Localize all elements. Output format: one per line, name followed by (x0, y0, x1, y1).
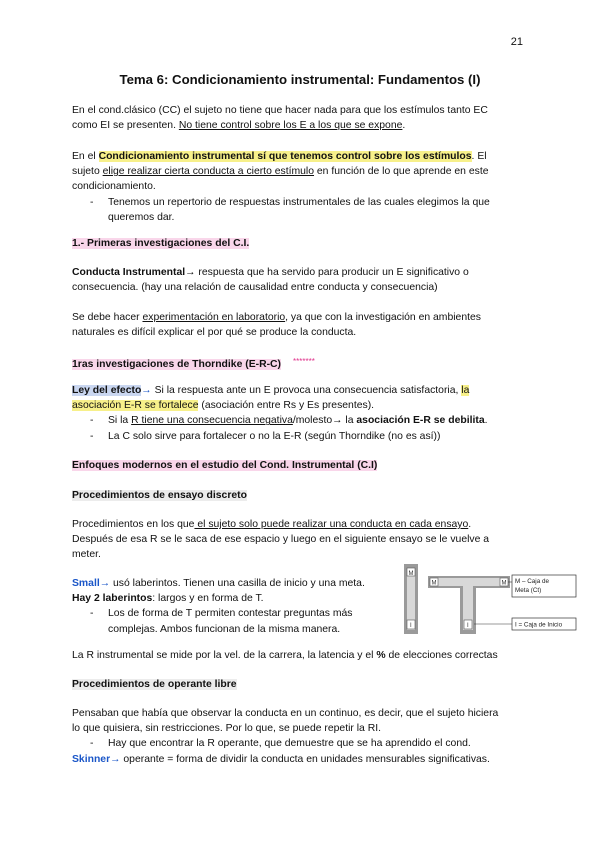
experimentacion-paragraph: Se debe hacer experimentación en laboratorio, ya que con la investigación en ambientes naturales es difícil explicar el por qué se produce la conducta. (72, 312, 481, 339)
ci-paragraph: En el Condicionamiento instrumental sí que tenemos control sobre los estímulos. El sujeto elige realizar cierta conducta a cierto estímulo en función de lo que aprende en este condicionamiento. - Tenemos un repertorio de respuestas instrumentales de las cuales elegimos la que queremos dar. (72, 149, 532, 225)
operante-libre-paragraph: Pensaban que había que observar la conducta en un continuo, es decir, que el sujeto hiciera lo que quisiera, sin restricciones. Por lo que, se puede repetir la RI. - Hay que encontrar la R operante, que demuestre que se ha aprendido el cond. Skinner→ operante = forma de dividir la conducta en unidades mensurables significativas. (72, 706, 542, 767)
conducta-paragraph: Conducta Instrumental→ respuesta que ha servido para producir un E significativo o consecuencia. (hay una relación de causalidad entre conducta y consecuencia) (72, 267, 469, 294)
page-number: 21 (510, 36, 523, 48)
stars-mark: ******* (293, 357, 315, 366)
list-item: - Si la R tiene una consecuencia negativa/molesto→ la asociación E-R se debilita. (72, 413, 532, 428)
list-item: - La C solo sirve para fortalecer o no la E-R (según Thorndike (no es así)) (72, 429, 532, 444)
intro-paragraph: En el cond.clásico (CC) el sujeto no tiene que hacer nada para que los estímulos tanto EC como EI se presenten. No tiene control sobre los E a los que se expone. (72, 105, 488, 132)
section-heading-4: Procedimientos de ensayo discreto (72, 490, 247, 501)
medida-paragraph: La R instrumental se mide por la vel. de la carrera, la latencia y el % de elecciones correctas (72, 650, 498, 661)
svg-text:M: M (408, 571, 414, 577)
list-item: - Los de forma de T permiten contestar preguntas más complejas. Ambos funcionan de la misma manera. (72, 606, 397, 636)
svg-text:I: I (467, 623, 469, 629)
section-heading-5: Procedimientos de operante libre (72, 679, 237, 690)
section-heading-3: Enfoques modernos en el estudio del Cond. Instrumental (C.I) (72, 460, 378, 471)
section-heading-1: 1.- Primeras investigaciones del C.I. (72, 238, 250, 249)
ensayo-discreto-paragraph: Procedimientos en los que el sujeto solo puede realizar una conducta en cada ensayo. Después de esa R se le saca de ese espacio y luego en el siguiente ensayo se le vuelve a meter. (72, 519, 490, 561)
ley-efecto-paragraph: Ley del efecto→ Si la respuesta ante un E provoca una consecuencia satisfactoria, la asociación E-R se fortalece (asociación entre Rs y Es presentes). - Si la R tiene una consecuencia negativa/molesto→ la asociación E-R se debilita. - La C solo sirve para fortalecer o no la E-R (según Thorndike (no es así)) (72, 383, 532, 444)
svg-text:I = Caja de Inicio: I = Caja de Inicio (515, 621, 563, 629)
maze-figure (402, 562, 578, 636)
svg-text:Meta (Ct): Meta (Ct) (515, 587, 542, 594)
svg-text:M: M (501, 580, 507, 587)
list-item: - Tenemos un repertorio de respuestas instrumentales de las cuales elegimos la que queremos dar. (72, 195, 532, 225)
small-paragraph: Small→ usó laberintos. Tienen una casilla de inicio y una meta. Hay 2 laberintos: largos y en forma de T. - Los de forma de T permiten contestar preguntas más complejas. Ambos funcionan de la misma manera. (72, 576, 397, 637)
section-heading-2: 1ras investigaciones de Thorndike (E-R-C) ******* (72, 357, 315, 370)
svg-text:M: M (431, 580, 437, 587)
svg-text:I: I (410, 623, 412, 629)
list-item: - Hay que encontrar la R operante, que demuestre que se ha aprendido el cond. (72, 736, 542, 751)
svg-text:M – Caja de: M – Caja de (515, 578, 549, 585)
page-title: Tema 6: Condicionamiento instrumental: Fundamentos (I) (119, 72, 481, 87)
